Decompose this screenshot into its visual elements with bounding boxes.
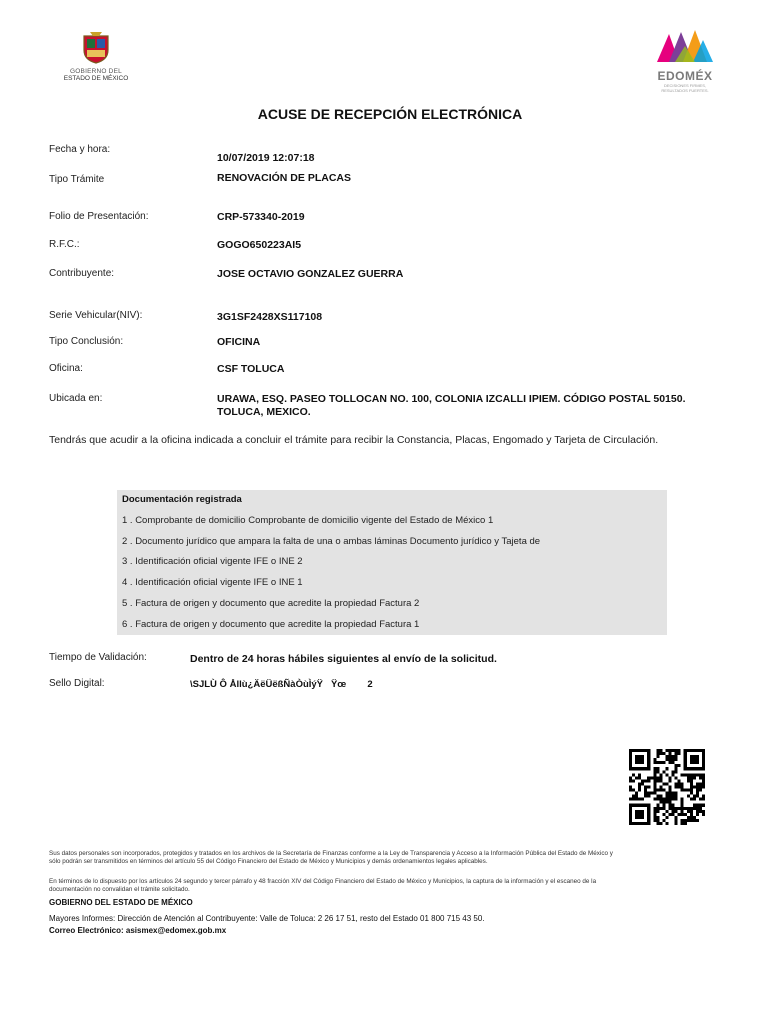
folio-value: CRP-573340-2019: [217, 211, 305, 223]
oficina-value: CSF TOLUCA: [217, 363, 285, 375]
tiempo-label: Tiempo de Validación:: [49, 652, 147, 663]
edomex-tagline-2: RESULTADOS FUERTES.: [661, 88, 709, 93]
instruction-note: Tendrás que acudir a la oficina indicada a concluir el trámite para recibir la Constancia, Placas, Engomado y Tarjeta de Circulación.: [49, 434, 659, 446]
sello-value: \SJLÙ Ô Ållù¿ÄëÜëßÑàÒùÌýŸ Ÿœ 2: [190, 679, 373, 690]
serie-label: Serie Vehicular(NIV):: [49, 310, 143, 321]
contribuyente-value: JOSE OCTAVIO GONZALEZ GUERRA: [217, 268, 404, 280]
tiempo-value: Dentro de 24 horas hábiles siguientes al envío de la solicitud.: [190, 653, 497, 665]
ubicada-value-line2: TOLUCA, MEXICO.: [217, 406, 311, 418]
legal-line-1: En términos de lo dispuesto por los artículos 24 segundo y tercer párrafo y 48 fracción XIV del Código Financiero del Estado de México y Municipios, la captura de la información y el escaneo de la: [49, 878, 597, 885]
coat-of-arms-icon: [80, 30, 112, 64]
ubicada-label: Ubicada en:: [49, 393, 103, 404]
edomex-mountains-icon: [640, 28, 730, 69]
documentation-item: 6 . Factura de origen y documento que acredite la propiedad Factura 1: [122, 619, 420, 630]
folio-label: Folio de Presentación:: [49, 211, 149, 222]
documentation-item: 3 . Identificación oficial vigente IFE o INE 2: [122, 556, 303, 567]
legal-line-2: documentación no convalidan el trámite solicitado.: [49, 886, 190, 893]
rfc-label: R.F.C.:: [49, 239, 80, 250]
ubicada-value-line1: URAWA, ESQ. PASEO TOLLOCAN NO. 100, COLONIA IZCALLI IPIEM. CÓDIGO POSTAL 50150.: [217, 393, 686, 405]
oficina-label: Oficina:: [49, 363, 83, 374]
conclusion-label: Tipo Conclusión:: [49, 336, 124, 347]
tramite-label: Tipo Trámite: [49, 174, 105, 185]
logo-line-2: ESTADO DE MÉXICO: [63, 75, 129, 82]
privacy-line-2: sólo podrán ser transmitidos en términos del artículo 55 del Código Financiero del Estado de México y Municipios y demás ordenamientos legales aplicables.: [49, 858, 488, 865]
fecha-label: Fecha y hora:: [49, 144, 111, 155]
contact-email: Correo Electrónico: asismex@edomex.gob.mx: [49, 926, 227, 935]
government-logo: [60, 30, 132, 83]
edomex-tagline-1: DECISIONES FIRMES,: [663, 83, 706, 88]
gov-name: GOBIERNO DEL ESTADO DE MÉXICO: [49, 898, 193, 907]
document-title: ACUSE DE RECEPCIÓN ELECTRÓNICA: [257, 106, 523, 122]
documentation-item: 2 . Documento jurídico que ampara la falta de una o ambas láminas Documento jurídico y Tajeta de: [122, 536, 541, 547]
fecha-value: 10/07/2019 12:07:18: [217, 152, 315, 164]
privacy-line-1: Sus datos personales son incorporados, protegidos y tratados en los archivos de la Secretaría de Finanzas conforme a la Ley de Transparencia y Acceso a la Información Pública del Estado de México y: [49, 850, 613, 857]
documentation-item: 1 . Comprobante de domicilio Comprobante de domicilio vigente del Estado de México 1: [122, 515, 494, 526]
documentation-item: 5 . Factura de origen y documento que acredite la propiedad Factura 2: [122, 598, 420, 609]
documentation-heading: Documentación registrada: [122, 494, 242, 505]
contact-info: Mayores Informes: Dirección de Atención al Contribuyente: Valle de Toluca: 2 26 17 51, resto del Estado 01 800 715 43 50.: [49, 914, 485, 923]
contribuyente-label: Contribuyente:: [49, 268, 115, 279]
tramite-value: RENOVACIÓN DE PLACAS: [217, 172, 351, 184]
serie-value: 3G1SF2428XS117108: [217, 311, 323, 323]
edomex-logo: [640, 28, 730, 93]
documentation-item: 4 . Identificación oficial vigente IFE o INE 1: [122, 577, 303, 588]
logo-line-1: GOBIERNO DEL: [70, 68, 122, 75]
qr-code-icon: [629, 749, 705, 825]
conclusion-value: OFICINA: [217, 336, 261, 348]
rfc-value: GOGO650223AI5: [217, 239, 302, 251]
edomex-brand: EDOMÉX: [657, 69, 713, 83]
sello-label: Sello Digital:: [49, 678, 105, 689]
